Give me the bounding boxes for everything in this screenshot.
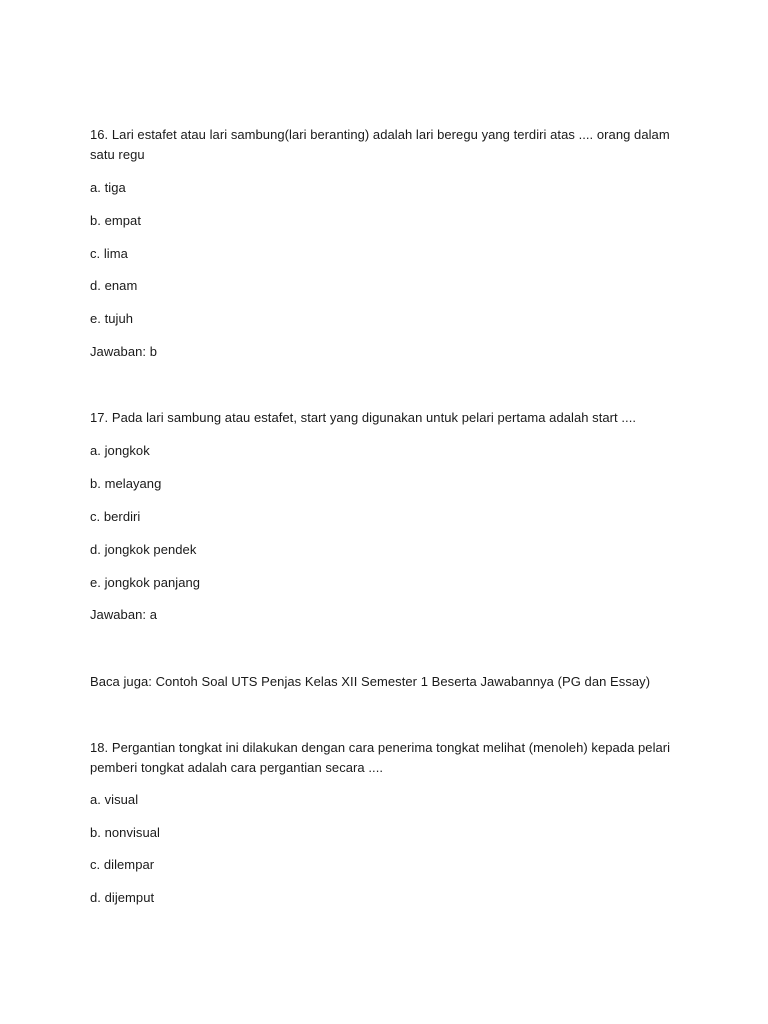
question-16-text: 16. Lari estafet atau lari sambung(lari beranting) adalah lari beregu yang terdiri atas .... orang dalam satu regu bbox=[90, 127, 670, 162]
q16-option-e: e. tujuh bbox=[90, 311, 134, 326]
q17-option-d: d. jongkok pendek bbox=[90, 542, 197, 557]
q18-option-d: d. dijemput bbox=[90, 890, 155, 905]
q17-answer: Jawaban: a bbox=[90, 607, 157, 622]
q17-option-e: e. jongkok panjang bbox=[90, 575, 201, 590]
baca-juga-link[interactable]: Baca juga: Contoh Soal UTS Penjas Kelas XII Semester 1 Beserta Jawabannya (PG dan Essay) bbox=[90, 674, 651, 689]
question-18-text: 18. Pergantian tongkat ini dilakukan dengan cara penerima tongkat melihat (menoleh) kepada pelari pemberi tongkat adalah cara pergantian secara .... bbox=[90, 740, 671, 775]
q16-option-c: c. lima bbox=[90, 246, 128, 261]
q16-option-d: d. enam bbox=[90, 278, 138, 293]
q17-option-b: b. melayang bbox=[90, 476, 162, 491]
q16-option-b: b. empat bbox=[90, 213, 141, 228]
q18-option-b: b. nonvisual bbox=[90, 825, 160, 840]
question-17-text: 17. Pada lari sambung atau estafet, start yang digunakan untuk pelari pertama adalah start .... bbox=[90, 410, 637, 425]
q18-option-a: a. visual bbox=[90, 792, 139, 807]
q17-option-a: a. jongkok bbox=[90, 443, 150, 458]
q16-option-a: a. tiga bbox=[90, 180, 126, 195]
q16-answer: Jawaban: b bbox=[90, 344, 157, 359]
q18-option-c: c. dilempar bbox=[90, 857, 155, 872]
q17-option-c: c. berdiri bbox=[90, 509, 141, 524]
